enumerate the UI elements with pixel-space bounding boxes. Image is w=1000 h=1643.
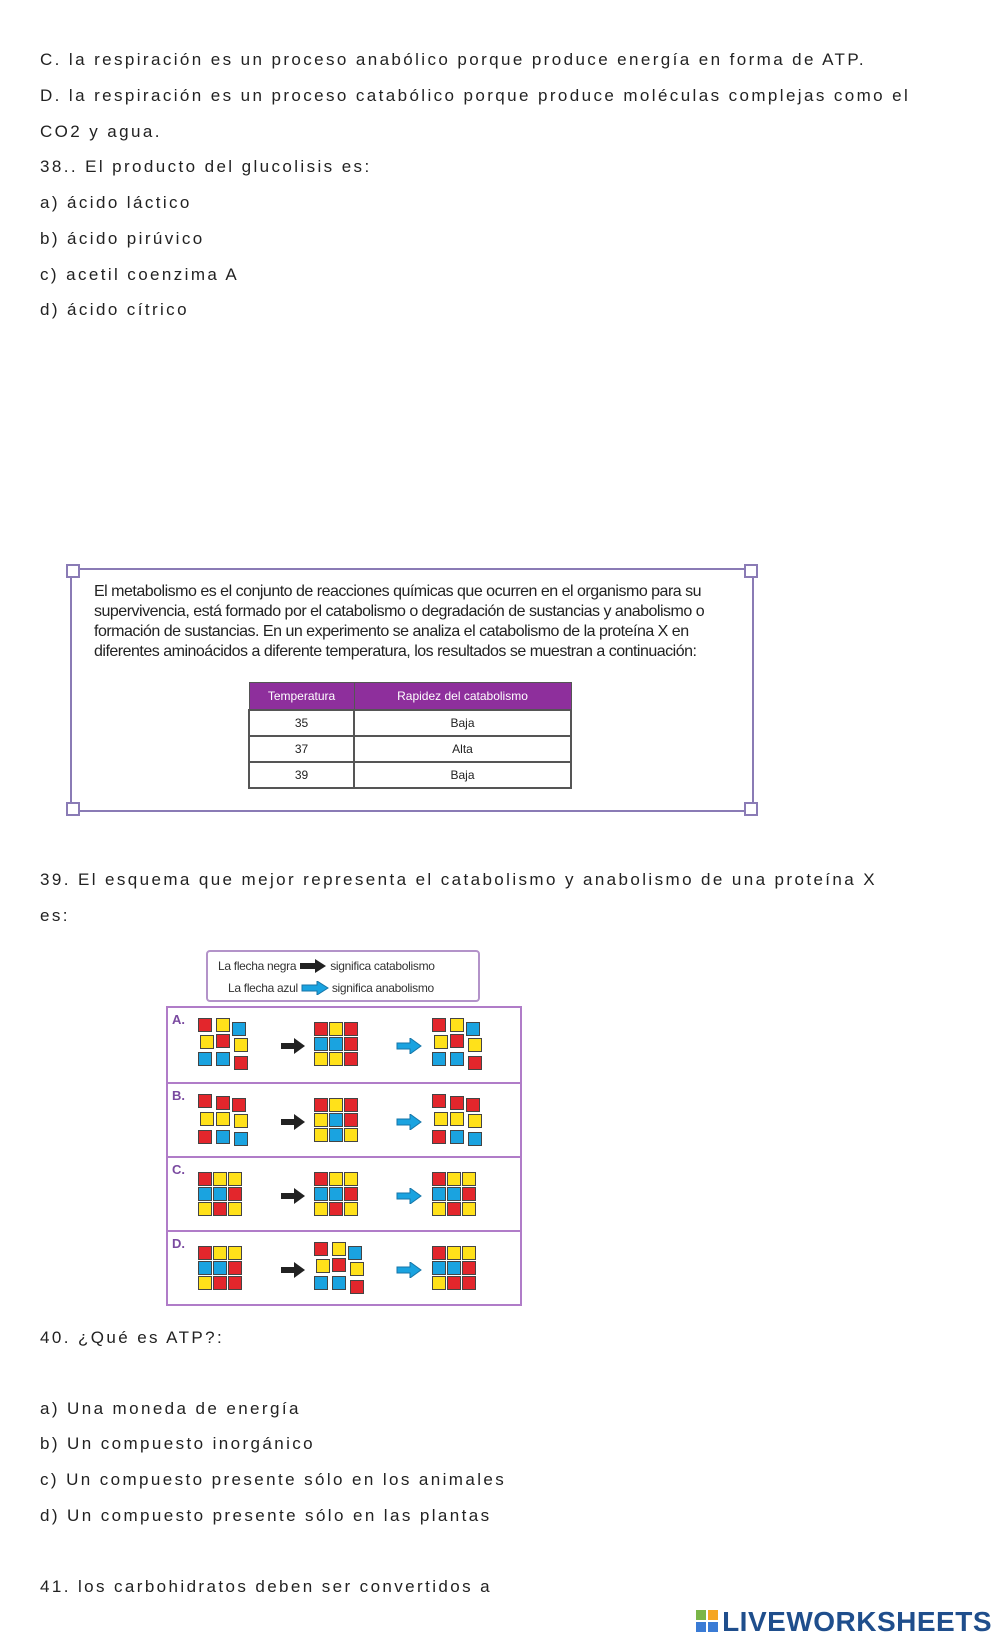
box-corner: [744, 802, 758, 816]
molecule-block: [350, 1262, 364, 1276]
q38-option-b: b) ácido pirúvico: [40, 229, 205, 248]
molecule-block: [216, 1096, 230, 1110]
header-rapidez: Rapidez del catabolismo: [354, 683, 571, 711]
molecule-block: [216, 1112, 230, 1126]
molecule-block: [213, 1276, 227, 1290]
blue-arrow-icon: [301, 981, 329, 995]
molecule-block: [216, 1052, 230, 1066]
legend-blue-suffix: significa anabolismo: [331, 981, 434, 995]
molecule-block: [228, 1187, 242, 1201]
catabolism-arrow-icon: [280, 1114, 306, 1130]
molecule-block: [314, 1276, 328, 1290]
protein-molecule: [198, 1168, 246, 1222]
molecule-block: [198, 1018, 212, 1032]
molecule-block: [234, 1132, 248, 1146]
molecule-block: [468, 1056, 482, 1070]
intermediate-molecule: [314, 1018, 362, 1072]
molecule-block: [213, 1261, 227, 1275]
molecule-block: [232, 1022, 246, 1036]
molecule-block: [432, 1130, 446, 1144]
molecule-block: [450, 1096, 464, 1110]
q40-option-b: b) Un compuesto inorgánico: [40, 1434, 316, 1453]
molecule-block: [200, 1035, 214, 1049]
molecule-block: [466, 1098, 480, 1112]
question-39: 39. El esquema que mejor representa el catabolismo y anabolismo de una proteína X: [40, 870, 878, 889]
molecule-block: [450, 1034, 464, 1048]
molecule-block: [314, 1172, 328, 1186]
molecule-block: [314, 1037, 328, 1051]
scheme-label: B.: [172, 1088, 185, 1103]
molecule-block: [314, 1098, 328, 1112]
molecule-block: [344, 1052, 358, 1066]
catabolism-arrow-icon: [280, 1262, 306, 1278]
molecule-block: [450, 1052, 464, 1066]
molecule-block: [329, 1113, 343, 1127]
scheme-row: [168, 1082, 520, 1156]
liveworksheets-grid-icon: [696, 1610, 718, 1634]
molecule-block: [450, 1130, 464, 1144]
box-corner: [744, 564, 758, 578]
molecule-block: [432, 1202, 446, 1216]
molecule-block: [234, 1114, 248, 1128]
anabolism-arrow-icon: [396, 1114, 422, 1130]
molecule-block: [198, 1276, 212, 1290]
box-corner: [66, 802, 80, 816]
table-row: [249, 710, 571, 736]
molecule-block: [344, 1187, 358, 1201]
molecule-block: [213, 1246, 227, 1260]
molecule-block: [450, 1112, 464, 1126]
molecule-block: [434, 1035, 448, 1049]
protein-molecule: [198, 1018, 246, 1072]
molecule-block: [314, 1202, 328, 1216]
catabolism-arrow-icon: [280, 1188, 306, 1204]
molecule-block: [344, 1098, 358, 1112]
molecule-block: [344, 1113, 358, 1127]
molecule-block: [228, 1202, 242, 1216]
molecule-block: [234, 1056, 248, 1070]
molecule-block: [447, 1246, 461, 1260]
table-row: [249, 762, 571, 788]
anabolism-arrow-icon: [396, 1038, 422, 1054]
question-40: 40. ¿Qué es ATP?:: [40, 1328, 225, 1347]
question-39-continuation: es:: [40, 906, 70, 925]
option-d-respiracion: D. la respiración es un proceso catabólico porque produce moléculas complejas como el: [40, 86, 911, 105]
molecule-block: [350, 1280, 364, 1294]
molecule-block: [198, 1052, 212, 1066]
molecule-block: [462, 1246, 476, 1260]
option-c-respiracion: C. la respiración es un proceso anabólico porque produce energía en forma de ATP.: [40, 50, 866, 69]
molecule-block: [447, 1187, 461, 1201]
catabolism-arrow-icon: [280, 1038, 306, 1054]
molecule-block: [234, 1038, 248, 1052]
cell-rate: Baja: [354, 762, 571, 788]
molecule-block: [228, 1261, 242, 1275]
molecule-block: [213, 1202, 227, 1216]
molecule-block: [462, 1261, 476, 1275]
molecule-block: [198, 1094, 212, 1108]
q40-option-c: c) Un compuesto presente sólo en los animales: [40, 1470, 507, 1489]
metabolism-info-box: [70, 568, 754, 812]
molecule-block: [213, 1187, 227, 1201]
molecule-block: [314, 1022, 328, 1036]
molecule-block: [432, 1172, 446, 1186]
legend-black-row: [218, 956, 435, 976]
scheme-label: A.: [172, 1012, 185, 1027]
molecule-block: [228, 1172, 242, 1186]
logo-text: LIVEWORKSHEETS: [722, 1606, 992, 1637]
molecule-block: [332, 1276, 346, 1290]
molecule-block: [432, 1246, 446, 1260]
molecule-block: [228, 1276, 242, 1290]
temperature-table: [248, 682, 572, 789]
cell-temp: 39: [249, 762, 354, 788]
scheme-label: C.: [172, 1162, 185, 1177]
molecule-block: [329, 1037, 343, 1051]
legend-black-suffix: significa catabolismo: [330, 959, 435, 973]
scheme-options: [166, 1006, 522, 1306]
scheme-row: [168, 1156, 520, 1230]
molecule-block: [344, 1037, 358, 1051]
intermediate-molecule: [314, 1168, 362, 1222]
molecule-block: [232, 1098, 246, 1112]
molecule-block: [348, 1246, 362, 1260]
intermediate-molecule: [314, 1242, 362, 1296]
header-temperatura: Temperatura: [249, 683, 354, 711]
molecule-block: [447, 1202, 461, 1216]
molecule-block: [198, 1172, 212, 1186]
molecule-block: [198, 1130, 212, 1144]
molecule-block: [432, 1018, 446, 1032]
option-d-continuation: CO2 y agua.: [40, 122, 162, 141]
molecule-block: [314, 1242, 328, 1256]
molecule-block: [344, 1172, 358, 1186]
question-41: 41. los carbohidratos deben ser convertidos a: [40, 1577, 492, 1596]
molecule-block: [434, 1112, 448, 1126]
molecule-block: [462, 1202, 476, 1216]
molecule-block: [329, 1187, 343, 1201]
molecule-block: [329, 1172, 343, 1186]
molecule-block: [200, 1112, 214, 1126]
molecule-block: [329, 1022, 343, 1036]
molecule-block: [462, 1187, 476, 1201]
molecule-block: [316, 1259, 330, 1273]
q38-option-d: d) ácido cítrico: [40, 300, 189, 319]
q40-option-d: d) Un compuesto presente sólo en las plantas: [40, 1506, 492, 1525]
question-38: 38.. El producto del glucolisis es:: [40, 157, 372, 176]
table-row: [249, 736, 571, 762]
scheme-label: D.: [172, 1236, 185, 1251]
molecule-block: [198, 1246, 212, 1260]
molecule-block: [447, 1261, 461, 1275]
anabolism-arrow-icon: [396, 1262, 422, 1278]
protein-molecule: [432, 1168, 480, 1222]
cell-rate: Baja: [354, 710, 571, 736]
molecule-block: [432, 1094, 446, 1108]
q40-option-a: a) Una moneda de energía: [40, 1399, 301, 1418]
molecule-block: [329, 1052, 343, 1066]
molecule-block: [344, 1128, 358, 1142]
liveworksheets-logo: [696, 1607, 992, 1637]
molecule-block: [447, 1276, 461, 1290]
scheme-row: [168, 1008, 520, 1082]
molecule-block: [314, 1113, 328, 1127]
metabolism-paragraph: El metabolismo es el conjunto de reacciones químicas que ocurren en el organismo para su supervivencia, está formado por el catabolismo o degradación de sustancias y anabolismo o formación de sustancias. En un experimento se analiza el catabolismo de la proteína X en diferentes aminoácidos a diferente temperatura, los resultados se muestran a continuación:: [94, 583, 705, 660]
anabolism-arrow-icon: [396, 1188, 422, 1204]
black-arrow-icon: [299, 959, 327, 973]
molecule-block: [447, 1172, 461, 1186]
scheme-row: [168, 1230, 520, 1304]
molecule-block: [332, 1258, 346, 1272]
protein-molecule: [432, 1242, 480, 1296]
molecule-block: [432, 1261, 446, 1275]
arrow-legend: [206, 950, 480, 1002]
cell-temp: 37: [249, 736, 354, 762]
molecule-block: [314, 1052, 328, 1066]
molecule-block: [468, 1132, 482, 1146]
molecule-block: [198, 1187, 212, 1201]
molecule-block: [468, 1114, 482, 1128]
molecule-block: [314, 1187, 328, 1201]
legend-black-prefix: La flecha negra: [218, 959, 297, 973]
protein-molecule: [198, 1242, 246, 1296]
molecule-block: [462, 1172, 476, 1186]
legend-blue-prefix: La flecha azul: [228, 981, 298, 995]
protein-molecule: [432, 1018, 480, 1072]
cell-rate: Alta: [354, 736, 571, 762]
molecule-block: [329, 1202, 343, 1216]
protein-molecule: [198, 1094, 246, 1148]
molecule-block: [432, 1052, 446, 1066]
q38-option-c: c) acetil coenzima A: [40, 265, 240, 284]
molecule-block: [216, 1130, 230, 1144]
molecule-block: [432, 1187, 446, 1201]
box-corner: [66, 564, 80, 578]
intermediate-molecule: [314, 1094, 362, 1148]
molecule-block: [228, 1246, 242, 1260]
molecule-block: [198, 1202, 212, 1216]
molecule-block: [450, 1018, 464, 1032]
q38-option-a: a) ácido láctico: [40, 193, 192, 212]
molecule-block: [332, 1242, 346, 1256]
molecule-block: [432, 1276, 446, 1290]
molecule-block: [216, 1018, 230, 1032]
molecule-block: [213, 1172, 227, 1186]
molecule-block: [329, 1098, 343, 1112]
molecule-block: [468, 1038, 482, 1052]
molecule-block: [344, 1022, 358, 1036]
cell-temp: 35: [249, 710, 354, 736]
molecule-block: [462, 1276, 476, 1290]
molecule-block: [329, 1128, 343, 1142]
legend-blue-row: [228, 978, 434, 998]
molecule-block: [314, 1128, 328, 1142]
protein-molecule: [432, 1094, 480, 1148]
molecule-block: [344, 1202, 358, 1216]
molecule-block: [198, 1261, 212, 1275]
molecule-block: [216, 1034, 230, 1048]
molecule-block: [466, 1022, 480, 1036]
